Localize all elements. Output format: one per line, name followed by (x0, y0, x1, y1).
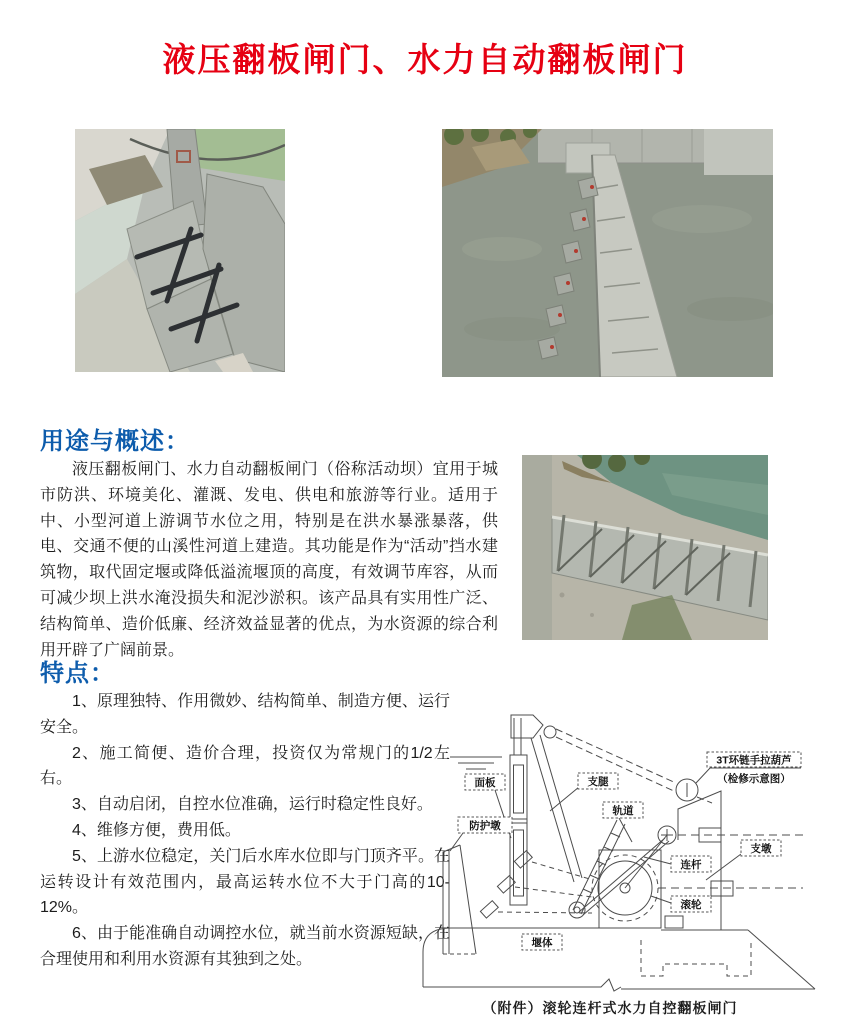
diagram-label-hoist: 3T环链手拉葫芦 (716, 754, 792, 767)
diagram-label-roller: 滚轮 (680, 899, 702, 911)
diagram-label-hoist-note: （检修示意图） (717, 773, 791, 785)
photo-gate-row-art (522, 455, 768, 640)
feature-item-3: 3、自动启闭，自控水位准确，运行时稳定性良好。 (72, 796, 433, 814)
feature-item-2: 2、施工简便、造价合理，投资仅为常规门的1/2左右。 (40, 744, 450, 788)
diagram-caption: （附件）滚轮连杆式水力自控翻板闸门 (482, 1000, 738, 1016)
diagram-label-panel: 面板 (474, 777, 496, 789)
diagram-label-weir-body: 堰体 (531, 937, 553, 949)
diagram-label-support-leg: 支腿 (587, 776, 609, 788)
photo-gate-structure-closeup-art (75, 129, 285, 372)
feature-item-5: 5、上游水位稳定，关门后水库水位即与门顶齐平。在运转设计有效范围内，最高运转水位不大于门高的10-12%。 (40, 847, 450, 917)
photo-gate-row (522, 455, 768, 640)
feature-item-4: 4、维修方便，费用低。 (72, 821, 241, 839)
features-list (40, 689, 450, 973)
diagram-label-link-rod: 连杆 (680, 859, 702, 871)
feature-item-6: 6、由于能准确自动调控水位，就当前水资源短缺，在合理使用和利用水资源有其独到之处。 (40, 925, 450, 968)
feature-item-1: 1、原理独特、作用微妙、结构简单、制造方便、运行安全。 (40, 693, 450, 736)
page-title: 液压翻板闸门、水力自动翻板闸门 (162, 41, 688, 78)
photo-weir-crest (442, 129, 773, 377)
photo-gate-structure-closeup (75, 129, 285, 372)
features-heading: 特点： (40, 660, 115, 687)
technical-diagram-art (403, 690, 850, 995)
diagram-label-guard-pier: 防护墩 (469, 820, 501, 832)
overview-paragraph: 液压翻板闸门、水力自动翻板闸门（俗称活动坝）宜用于城市防洪、环境美化、灌溉、发电、供电和旅游等行业。适用于中、小型河道上游调节水位之用，特别是在洪水暴涨暴落，供电、交通不便的山溪性河道上建造。其功能是作为“活动”挡水建筑物，取代固定堰或降低溢流堰顶的高度，有效调节库容，从而可减少坝上洪水淹没损失和泥沙淤积。该产品具有实用性广泛、结构简单、造价低廉、经济效益显著的优点，为水资源的综合利用开辟了广阔前景。 (40, 461, 498, 659)
diagram-label-track: 轨道 (612, 805, 634, 817)
photo-weir-crest-art (442, 129, 773, 377)
diagram-label-support-pier: 支墩 (750, 843, 772, 855)
overview-heading: 用途与概述： (40, 428, 190, 455)
technical-diagram (403, 690, 850, 995)
